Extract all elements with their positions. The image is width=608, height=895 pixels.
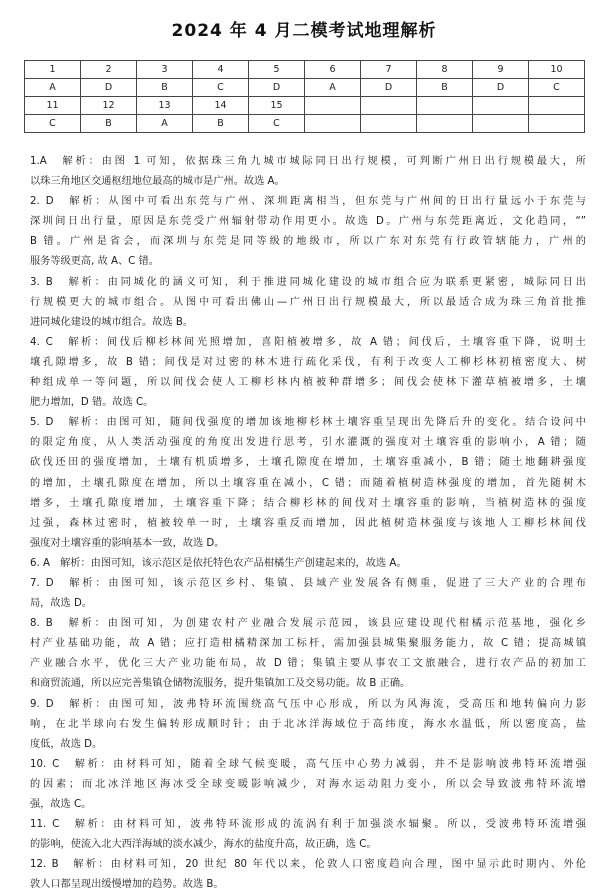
- explanation-line: 3. B 解析：由同城化的涵义可知，利于推进同城化建设的城市组合应为联系更紧密，城际同日出: [30, 276, 586, 288]
- question-number-cell: 8: [417, 61, 473, 79]
- explanation-line: 6. A 解析：由图可知，该示范区是依托特色农产品柑橘生产创建起来的，故选 A。: [30, 557, 407, 569]
- question-number-cell: 4: [193, 61, 249, 79]
- explanation-line: 服务等级更高, 故 A、C 错。: [30, 256, 159, 268]
- explanation-line: 和商贸流通，所以应完善集镇仓储物流服务，提升集镇加工及交易功能。故 B 正确。: [30, 678, 411, 690]
- answer-cell: [305, 115, 361, 133]
- question-number-cell: 7: [361, 61, 417, 79]
- question-number-cell: 15: [249, 97, 305, 115]
- explanation-line: 砍伐还田的强度增加，土壤有机质增多，土壤孔隙度在增加，土壤容重减小，B 错；随土地翻耕强度: [30, 457, 586, 469]
- explanation-line: 2. D 解析：从图中可看出东莞与广州、深圳距离相当，但东莞与广州间的日出行量远小于东莞与: [30, 196, 586, 208]
- answer-table: [24, 60, 585, 133]
- question-number-cell: 14: [193, 97, 249, 115]
- answer-cell: [473, 115, 529, 133]
- explanation-line: 产业融合水平，优化三大产业功能布局，故 D 错；集镇主要从事农工文旅融合，进行农产品的初加工: [30, 658, 586, 670]
- explanation-line: 壤孔隙增多，故 B 错；间伐是对过密的林木进行疏化采伐，有利于改变人工柳杉林初植密度大、树: [30, 356, 586, 368]
- answer-table-row: [25, 97, 585, 115]
- answer-cell: D: [361, 79, 417, 97]
- explanation-line: 8. B 解析：由图可知，为创建农村产业融合发展示范园，该县应建设现代柑橘示范基地，强化乡: [30, 618, 586, 630]
- explanation-line: 的限定角度，从人类活动强度的角度出发进行思考，引水灌溉的强度对土壤容重的影响小，A 错；随: [30, 437, 586, 449]
- answer-table-row: [25, 61, 585, 79]
- answer-cell: B: [137, 79, 193, 97]
- answer-table-row: [25, 79, 585, 97]
- explanation-line: 的影响，使流入北大西洋海域的淡水减少，海水的盐度升高，故正确，选 C。: [30, 839, 377, 851]
- answer-cell: A: [305, 79, 361, 97]
- explanation-line: 肥力增加，D 错。故选 C。: [30, 397, 154, 409]
- explanation-line: 5. D 解析：由图可知，随间伐强度的增加该地柳杉林土壤容重呈现出先降后升的变化。结合设问中: [30, 417, 586, 429]
- answer-cell: B: [417, 79, 473, 97]
- explanation-line: 7. D 解析：由图可知，该示范区乡村、集镇、县域产业发展各有侧重，促进了三大产业的合理布: [30, 577, 586, 589]
- explanation-line: 增多，土壤孔隙度增加，土壤容重下降；结合柳杉林的间伐对土壤容重的影响，当植树造林的强度: [30, 497, 586, 509]
- answer-cell: A: [137, 115, 193, 133]
- explanation-body: [30, 152, 586, 895]
- explanation-line: 行规模更大的城市组合。从图中可看出佛山—广州日出行规模最大，所以最适合成为珠三角首批推: [30, 296, 586, 308]
- question-number-cell: 2: [81, 61, 137, 79]
- explanation-line: 以珠三角地区交通枢纽地位最高的城市是广州。故选 A。: [30, 176, 285, 188]
- question-number-cell: 1: [25, 61, 81, 79]
- answer-cell: A: [25, 79, 81, 97]
- explanation-line: 局，故选 D。: [30, 598, 93, 610]
- answer-cell: B: [81, 115, 137, 133]
- question-number-cell: 3: [137, 61, 193, 79]
- explanation-line: 度低，故选 D。: [30, 738, 103, 750]
- explanation-line: 11. C 解析：由材料可知，波弗特环流形成的流涡有利于加强淡水辐聚。所以，受波弗特环流增强: [30, 819, 586, 831]
- question-number-cell: 12: [81, 97, 137, 115]
- answer-cell: [417, 115, 473, 133]
- document-title: 2024 年 4 月二模考试地理解析: [171, 21, 437, 41]
- explanation-line: 过强，森林过密时，植被较单一时，土壤容重反而增加，因此植树造林强度与该地人工柳杉林间伐: [30, 517, 586, 529]
- explanation-line: 1.A 解析：由图 1 可知，依据珠三角九城市城际同日出行规模，可判断广州日出行规模最大，所: [30, 156, 586, 167]
- explanation-line: 9. D 解析：由图可知，波弗特环流围绕高气压中心形成，所以为风海流，受高压和地转偏向力影: [30, 698, 586, 710]
- explanation-line: 响，在北半球向右发生偏转形成顺时针；由于北冰洋海域位于高纬度，海水水温低，所以密度高，盐: [30, 718, 586, 730]
- question-number-cell: [529, 97, 585, 115]
- question-number-cell: [417, 97, 473, 115]
- question-number-cell: [361, 97, 417, 115]
- explanation-line: 的增加，土壤孔隙度在增加，所以土壤容重在减小，C 错；而随着植树造林强度的增加，首先随树木: [30, 477, 586, 489]
- question-number-cell: 5: [249, 61, 305, 79]
- answer-cell: [361, 115, 417, 133]
- explanation-line: 强度对土壤容重的影响基本一致，故选 D。: [30, 537, 225, 549]
- answer-cell: [529, 115, 585, 133]
- question-number-cell: [473, 97, 529, 115]
- question-number-cell: 9: [473, 61, 529, 79]
- answer-cell: C: [25, 115, 81, 133]
- explanation-line: 4. C 解析：间伐后柳杉林间光照增加，喜阳植被增多，故 A 错；间伐后，土壤容重下降，说明土: [30, 336, 586, 348]
- explanation-line: 种组成单一等问题，所以间伐会使人工柳杉林内植被种群增多；间伐会使林下灌草植被增多，土壤: [30, 377, 586, 389]
- question-number-cell: 6: [305, 61, 361, 79]
- question-number-cell: 10: [529, 61, 585, 79]
- answer-cell: B: [193, 115, 249, 133]
- answer-cell: D: [473, 79, 529, 97]
- answer-cell: C: [193, 79, 249, 97]
- explanation-line: 敦人口都呈现出缓慢增加的趋势。故选 B。: [30, 879, 224, 891]
- explanation-line: 10. C 解析：由材料可知，随着全球气候变暖，高气压中心势力减弱，并不是影响波弗特环流增强: [30, 758, 586, 770]
- explanation-line: 的因素；而北冰洋地区海冰受全球变暖影响减少，对海水运动阻力变小，所以会导致波弗特环流增: [30, 778, 586, 790]
- question-number-cell: 11: [25, 97, 81, 115]
- question-number-cell: [305, 97, 361, 115]
- explanation-line: 12. B 解析：由材料可知，20 世纪 80 年代以来，伦敦人口密度趋向合理，图中显示此时期内、外伦: [30, 859, 586, 871]
- answer-cell: C: [249, 115, 305, 133]
- answer-cell: C: [529, 79, 585, 97]
- explanation-line: 深圳间日出行量，原因是东莞受广州辐射带动作用更小。故选 D。广州与东莞距离近，文化趋同，“”: [30, 216, 586, 228]
- explanation-line: B 错。广州是省会，而深圳与东莞是同等级的地级市，所以广东对东莞有行政管辖能力，广州的: [30, 236, 586, 248]
- answer-cell: D: [81, 79, 137, 97]
- answer-cell: D: [249, 79, 305, 97]
- explanation-line: 村产业基础功能，故 A 错；应打造柑橘精深加工标杆，需加强县城集聚服务能力，故 C 错；提高城镇: [30, 638, 586, 650]
- explanation-line: 强，故选 C。: [30, 799, 92, 810]
- answer-table-row: [25, 115, 585, 133]
- question-number-cell: 13: [137, 97, 193, 115]
- explanation-line: 进同城化建设的城市组合。故选 B。: [30, 316, 194, 328]
